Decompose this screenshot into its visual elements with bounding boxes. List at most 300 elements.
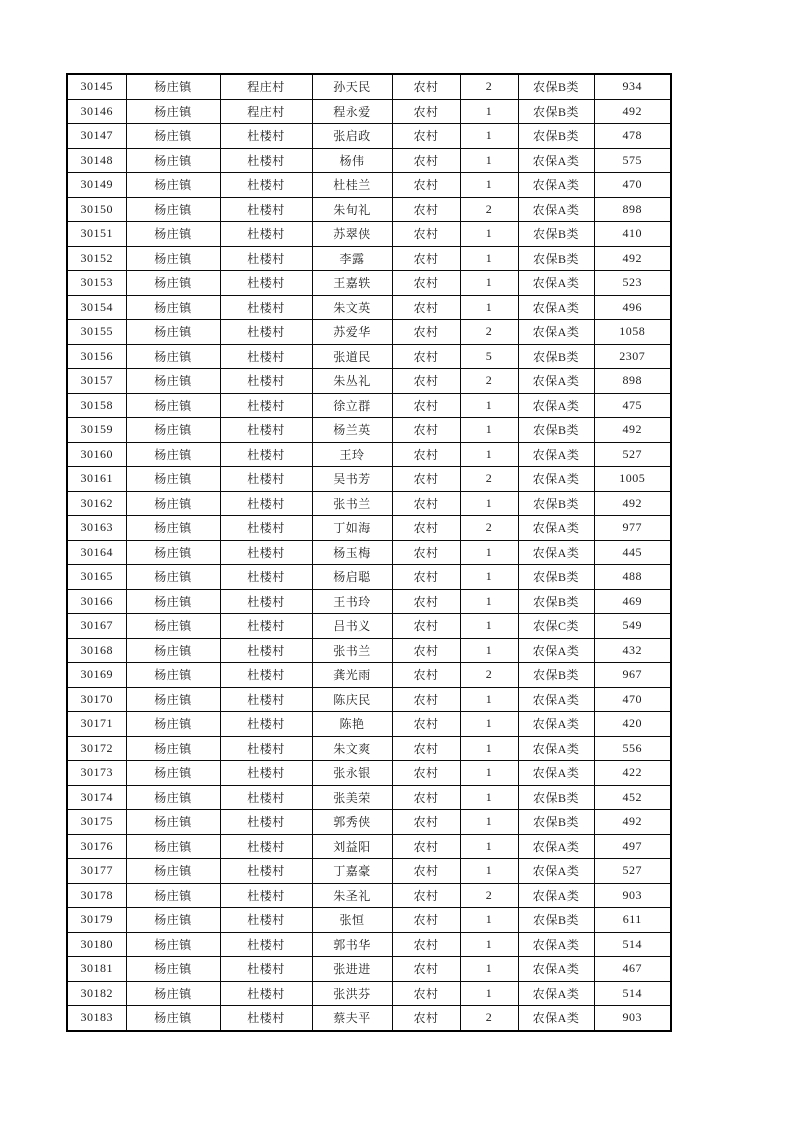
residence-type-cell: 农村	[392, 74, 460, 99]
town-cell: 杨庄镇	[126, 74, 220, 99]
town-cell: 杨庄镇	[126, 565, 220, 590]
amount-cell: 903	[594, 883, 671, 908]
table-row	[67, 369, 671, 394]
village-cell: 杜楼村	[220, 124, 312, 149]
insurance-category-cell: 农保A类	[518, 197, 594, 222]
household-count-cell: 1	[460, 271, 518, 296]
household-count-cell: 1	[460, 834, 518, 859]
record-id-cell: 30160	[67, 442, 126, 467]
village-cell: 杜楼村	[220, 810, 312, 835]
table-row	[67, 1006, 671, 1031]
amount-cell: 575	[594, 148, 671, 173]
residence-type-cell: 农村	[392, 320, 460, 345]
insurance-category-cell: 农保A类	[518, 687, 594, 712]
household-count-cell: 1	[460, 124, 518, 149]
record-id-cell: 30154	[67, 295, 126, 320]
person-name-cell: 丁嘉豪	[312, 859, 392, 884]
town-cell: 杨庄镇	[126, 516, 220, 541]
record-id-cell: 30175	[67, 810, 126, 835]
town-cell: 杨庄镇	[126, 614, 220, 639]
village-cell: 杜楼村	[220, 957, 312, 982]
table-row	[67, 785, 671, 810]
amount-cell: 523	[594, 271, 671, 296]
record-id-cell: 30172	[67, 736, 126, 761]
table-row	[67, 222, 671, 247]
insurance-category-cell: 农保A类	[518, 442, 594, 467]
insurance-category-cell: 农保A类	[518, 320, 594, 345]
table-row	[67, 516, 671, 541]
town-cell: 杨庄镇	[126, 124, 220, 149]
household-count-cell: 2	[460, 883, 518, 908]
person-name-cell: 郭秀侠	[312, 810, 392, 835]
person-name-cell: 苏翠侠	[312, 222, 392, 247]
insurance-category-cell: 农保B类	[518, 491, 594, 516]
person-name-cell: 张书兰	[312, 638, 392, 663]
town-cell: 杨庄镇	[126, 712, 220, 737]
table-row	[67, 712, 671, 737]
person-name-cell: 吴书芳	[312, 467, 392, 492]
amount-cell: 470	[594, 687, 671, 712]
amount-cell: 903	[594, 1006, 671, 1031]
residence-type-cell: 农村	[392, 393, 460, 418]
table-row	[67, 687, 671, 712]
record-id-cell: 30178	[67, 883, 126, 908]
household-count-cell: 1	[460, 222, 518, 247]
amount-cell: 420	[594, 712, 671, 737]
village-cell: 杜楼村	[220, 908, 312, 933]
record-id-cell: 30169	[67, 663, 126, 688]
residence-type-cell: 农村	[392, 932, 460, 957]
table-row	[67, 663, 671, 688]
household-count-cell: 1	[460, 859, 518, 884]
person-name-cell: 朱丛礼	[312, 369, 392, 394]
household-count-cell: 1	[460, 908, 518, 933]
town-cell: 杨庄镇	[126, 99, 220, 124]
village-cell: 杜楼村	[220, 736, 312, 761]
person-name-cell: 张书兰	[312, 491, 392, 516]
record-id-cell: 30168	[67, 638, 126, 663]
table-row	[67, 932, 671, 957]
household-count-cell: 1	[460, 99, 518, 124]
insurance-category-cell: 农保A类	[518, 369, 594, 394]
record-id-cell: 30152	[67, 246, 126, 271]
residence-type-cell: 农村	[392, 1006, 460, 1031]
insurance-category-cell: 农保A类	[518, 638, 594, 663]
household-count-cell: 1	[460, 687, 518, 712]
table-row	[67, 908, 671, 933]
insurance-category-cell: 农保A类	[518, 148, 594, 173]
village-cell: 杜楼村	[220, 638, 312, 663]
household-count-cell: 2	[460, 197, 518, 222]
residence-type-cell: 农村	[392, 712, 460, 737]
residence-type-cell: 农村	[392, 736, 460, 761]
town-cell: 杨庄镇	[126, 810, 220, 835]
residence-type-cell: 农村	[392, 540, 460, 565]
insurance-category-cell: 农保B类	[518, 663, 594, 688]
insurance-category-cell: 农保B类	[518, 246, 594, 271]
person-name-cell: 张恒	[312, 908, 392, 933]
amount-cell: 488	[594, 565, 671, 590]
insurance-category-cell: 农保A类	[518, 859, 594, 884]
insurance-category-cell: 农保A类	[518, 173, 594, 198]
village-cell: 杜楼村	[220, 320, 312, 345]
household-count-cell: 2	[460, 663, 518, 688]
residence-type-cell: 农村	[392, 271, 460, 296]
person-name-cell: 蔡夫平	[312, 1006, 392, 1031]
household-count-cell: 1	[460, 736, 518, 761]
residence-type-cell: 农村	[392, 124, 460, 149]
amount-cell: 469	[594, 589, 671, 614]
residence-type-cell: 农村	[392, 834, 460, 859]
town-cell: 杨庄镇	[126, 418, 220, 443]
amount-cell: 492	[594, 99, 671, 124]
village-cell: 杜楼村	[220, 393, 312, 418]
village-cell: 杜楼村	[220, 246, 312, 271]
person-name-cell: 刘益阳	[312, 834, 392, 859]
amount-cell: 422	[594, 761, 671, 786]
household-count-cell: 2	[460, 516, 518, 541]
residence-type-cell: 农村	[392, 614, 460, 639]
residence-type-cell: 农村	[392, 663, 460, 688]
person-name-cell: 杨伟	[312, 148, 392, 173]
table-row	[67, 418, 671, 443]
village-cell: 杜楼村	[220, 761, 312, 786]
amount-cell: 467	[594, 957, 671, 982]
table-row	[67, 295, 671, 320]
table-row	[67, 148, 671, 173]
person-name-cell: 徐立群	[312, 393, 392, 418]
residence-type-cell: 农村	[392, 442, 460, 467]
town-cell: 杨庄镇	[126, 589, 220, 614]
record-id-cell: 30151	[67, 222, 126, 247]
records-table-body	[67, 74, 671, 1031]
person-name-cell: 陈艳	[312, 712, 392, 737]
person-name-cell: 丁如海	[312, 516, 392, 541]
household-count-cell: 2	[460, 74, 518, 99]
table-row	[67, 859, 671, 884]
record-id-cell: 30166	[67, 589, 126, 614]
town-cell: 杨庄镇	[126, 736, 220, 761]
insurance-category-cell: 农保B类	[518, 344, 594, 369]
table-row	[67, 883, 671, 908]
table-row	[67, 197, 671, 222]
household-count-cell: 1	[460, 295, 518, 320]
amount-cell: 475	[594, 393, 671, 418]
village-cell: 杜楼村	[220, 712, 312, 737]
residence-type-cell: 农村	[392, 344, 460, 369]
insurance-category-cell: 农保A类	[518, 295, 594, 320]
household-count-cell: 1	[460, 148, 518, 173]
town-cell: 杨庄镇	[126, 320, 220, 345]
town-cell: 杨庄镇	[126, 981, 220, 1006]
household-count-cell: 1	[460, 957, 518, 982]
insurance-category-cell: 农保A类	[518, 712, 594, 737]
household-count-cell: 2	[460, 369, 518, 394]
person-name-cell: 朱文英	[312, 295, 392, 320]
insurance-category-cell: 农保A类	[518, 834, 594, 859]
residence-type-cell: 农村	[392, 589, 460, 614]
village-cell: 杜楼村	[220, 614, 312, 639]
record-id-cell: 30149	[67, 173, 126, 198]
household-count-cell: 2	[460, 467, 518, 492]
person-name-cell: 苏爱华	[312, 320, 392, 345]
residence-type-cell: 农村	[392, 957, 460, 982]
person-name-cell: 张永银	[312, 761, 392, 786]
record-id-cell: 30174	[67, 785, 126, 810]
residence-type-cell: 农村	[392, 859, 460, 884]
village-cell: 程庄村	[220, 99, 312, 124]
table-row	[67, 540, 671, 565]
residence-type-cell: 农村	[392, 687, 460, 712]
village-cell: 杜楼村	[220, 271, 312, 296]
person-name-cell: 杨兰英	[312, 418, 392, 443]
table-row	[67, 614, 671, 639]
town-cell: 杨庄镇	[126, 932, 220, 957]
amount-cell: 1005	[594, 467, 671, 492]
residence-type-cell: 农村	[392, 638, 460, 663]
town-cell: 杨庄镇	[126, 638, 220, 663]
record-id-cell: 30179	[67, 908, 126, 933]
residence-type-cell: 农村	[392, 173, 460, 198]
village-cell: 杜楼村	[220, 295, 312, 320]
residence-type-cell: 农村	[392, 295, 460, 320]
town-cell: 杨庄镇	[126, 246, 220, 271]
amount-cell: 977	[594, 516, 671, 541]
amount-cell: 1058	[594, 320, 671, 345]
town-cell: 杨庄镇	[126, 687, 220, 712]
table-row	[67, 393, 671, 418]
residence-type-cell: 农村	[392, 810, 460, 835]
record-id-cell: 30165	[67, 565, 126, 590]
household-count-cell: 1	[460, 246, 518, 271]
town-cell: 杨庄镇	[126, 761, 220, 786]
table-row	[67, 589, 671, 614]
person-name-cell: 杜桂兰	[312, 173, 392, 198]
person-name-cell: 程永爱	[312, 99, 392, 124]
residence-type-cell: 农村	[392, 516, 460, 541]
record-id-cell: 30157	[67, 369, 126, 394]
person-name-cell: 朱旬礼	[312, 197, 392, 222]
village-cell: 程庄村	[220, 74, 312, 99]
amount-cell: 445	[594, 540, 671, 565]
amount-cell: 492	[594, 246, 671, 271]
residence-type-cell: 农村	[392, 565, 460, 590]
insurance-category-cell: 农保B类	[518, 810, 594, 835]
town-cell: 杨庄镇	[126, 222, 220, 247]
record-id-cell: 30153	[67, 271, 126, 296]
village-cell: 杜楼村	[220, 589, 312, 614]
insurance-category-cell: 农保B类	[518, 785, 594, 810]
town-cell: 杨庄镇	[126, 148, 220, 173]
person-name-cell: 孙天民	[312, 74, 392, 99]
table-row	[67, 271, 671, 296]
household-count-cell: 5	[460, 344, 518, 369]
amount-cell: 611	[594, 908, 671, 933]
town-cell: 杨庄镇	[126, 834, 220, 859]
record-id-cell: 30182	[67, 981, 126, 1006]
residence-type-cell: 农村	[392, 222, 460, 247]
town-cell: 杨庄镇	[126, 883, 220, 908]
table-row	[67, 442, 671, 467]
village-cell: 杜楼村	[220, 197, 312, 222]
village-cell: 杜楼村	[220, 418, 312, 443]
person-name-cell: 朱圣礼	[312, 883, 392, 908]
insurance-category-cell: 农保A类	[518, 883, 594, 908]
amount-cell: 527	[594, 442, 671, 467]
town-cell: 杨庄镇	[126, 467, 220, 492]
household-count-cell: 1	[460, 540, 518, 565]
table-row	[67, 981, 671, 1006]
table-row	[67, 736, 671, 761]
amount-cell: 2307	[594, 344, 671, 369]
person-name-cell: 王嘉轶	[312, 271, 392, 296]
village-cell: 杜楼村	[220, 1006, 312, 1031]
village-cell: 杜楼村	[220, 834, 312, 859]
amount-cell: 470	[594, 173, 671, 198]
table-row	[67, 957, 671, 982]
village-cell: 杜楼村	[220, 148, 312, 173]
person-name-cell: 张美荣	[312, 785, 392, 810]
household-count-cell: 1	[460, 418, 518, 443]
insurance-category-cell: 农保A类	[518, 393, 594, 418]
town-cell: 杨庄镇	[126, 908, 220, 933]
household-count-cell: 1	[460, 442, 518, 467]
residence-type-cell: 农村	[392, 99, 460, 124]
town-cell: 杨庄镇	[126, 442, 220, 467]
record-id-cell: 30146	[67, 99, 126, 124]
insurance-category-cell: 农保A类	[518, 540, 594, 565]
village-cell: 杜楼村	[220, 442, 312, 467]
residence-type-cell: 农村	[392, 883, 460, 908]
residence-type-cell: 农村	[392, 491, 460, 516]
record-id-cell: 30148	[67, 148, 126, 173]
household-count-cell: 1	[460, 785, 518, 810]
household-count-cell: 1	[460, 810, 518, 835]
insurance-category-cell: 农保A类	[518, 957, 594, 982]
town-cell: 杨庄镇	[126, 271, 220, 296]
person-name-cell: 王玲	[312, 442, 392, 467]
household-count-cell: 1	[460, 565, 518, 590]
record-id-cell: 30171	[67, 712, 126, 737]
table-row	[67, 834, 671, 859]
town-cell: 杨庄镇	[126, 393, 220, 418]
town-cell: 杨庄镇	[126, 491, 220, 516]
record-id-cell: 30162	[67, 491, 126, 516]
town-cell: 杨庄镇	[126, 859, 220, 884]
village-cell: 杜楼村	[220, 785, 312, 810]
town-cell: 杨庄镇	[126, 540, 220, 565]
residence-type-cell: 农村	[392, 148, 460, 173]
amount-cell: 492	[594, 491, 671, 516]
village-cell: 杜楼村	[220, 932, 312, 957]
record-id-cell: 30156	[67, 344, 126, 369]
insurance-category-cell: 农保B类	[518, 589, 594, 614]
amount-cell: 527	[594, 859, 671, 884]
town-cell: 杨庄镇	[126, 957, 220, 982]
amount-cell: 514	[594, 932, 671, 957]
person-name-cell: 王书玲	[312, 589, 392, 614]
record-id-cell: 30163	[67, 516, 126, 541]
amount-cell: 549	[594, 614, 671, 639]
record-id-cell: 30150	[67, 197, 126, 222]
table-row	[67, 74, 671, 99]
amount-cell: 967	[594, 663, 671, 688]
person-name-cell: 吕书义	[312, 614, 392, 639]
person-name-cell: 张道民	[312, 344, 392, 369]
table-row	[67, 344, 671, 369]
record-id-cell: 30167	[67, 614, 126, 639]
insurance-category-cell: 农保A类	[518, 736, 594, 761]
amount-cell: 898	[594, 197, 671, 222]
household-count-cell: 1	[460, 712, 518, 737]
person-name-cell: 陈庆民	[312, 687, 392, 712]
village-cell: 杜楼村	[220, 565, 312, 590]
household-count-cell: 1	[460, 614, 518, 639]
amount-cell: 492	[594, 810, 671, 835]
table-row	[67, 491, 671, 516]
insurance-category-cell: 农保B类	[518, 418, 594, 443]
town-cell: 杨庄镇	[126, 663, 220, 688]
household-count-cell: 2	[460, 320, 518, 345]
village-cell: 杜楼村	[220, 687, 312, 712]
table-row	[67, 467, 671, 492]
table-row	[67, 638, 671, 663]
table-row	[67, 124, 671, 149]
insurance-category-cell: 农保B类	[518, 222, 594, 247]
insurance-category-cell: 农保A类	[518, 516, 594, 541]
residence-type-cell: 农村	[392, 418, 460, 443]
town-cell: 杨庄镇	[126, 197, 220, 222]
table-row	[67, 320, 671, 345]
amount-cell: 934	[594, 74, 671, 99]
town-cell: 杨庄镇	[126, 369, 220, 394]
residence-type-cell: 农村	[392, 761, 460, 786]
residence-type-cell: 农村	[392, 467, 460, 492]
insurance-category-cell: 农保A类	[518, 761, 594, 786]
table-row	[67, 761, 671, 786]
amount-cell: 496	[594, 295, 671, 320]
town-cell: 杨庄镇	[126, 1006, 220, 1031]
village-cell: 杜楼村	[220, 540, 312, 565]
insurance-category-cell: 农保A类	[518, 1006, 594, 1031]
insurance-category-cell: 农保C类	[518, 614, 594, 639]
household-count-cell: 1	[460, 491, 518, 516]
residence-type-cell: 农村	[392, 369, 460, 394]
record-id-cell: 30176	[67, 834, 126, 859]
person-name-cell: 杨玉梅	[312, 540, 392, 565]
record-id-cell: 30164	[67, 540, 126, 565]
village-cell: 杜楼村	[220, 344, 312, 369]
record-id-cell: 30155	[67, 320, 126, 345]
person-name-cell: 张洪芬	[312, 981, 392, 1006]
amount-cell: 410	[594, 222, 671, 247]
household-count-cell: 1	[460, 393, 518, 418]
table-row	[67, 246, 671, 271]
village-cell: 杜楼村	[220, 173, 312, 198]
village-cell: 杜楼村	[220, 222, 312, 247]
residence-type-cell: 农村	[392, 981, 460, 1006]
village-cell: 杜楼村	[220, 467, 312, 492]
residence-type-cell: 农村	[392, 197, 460, 222]
person-name-cell: 张进进	[312, 957, 392, 982]
insurance-category-cell: 农保A类	[518, 981, 594, 1006]
household-count-cell: 1	[460, 638, 518, 663]
table-row	[67, 810, 671, 835]
town-cell: 杨庄镇	[126, 344, 220, 369]
household-count-cell: 1	[460, 932, 518, 957]
person-name-cell: 李露	[312, 246, 392, 271]
village-cell: 杜楼村	[220, 663, 312, 688]
